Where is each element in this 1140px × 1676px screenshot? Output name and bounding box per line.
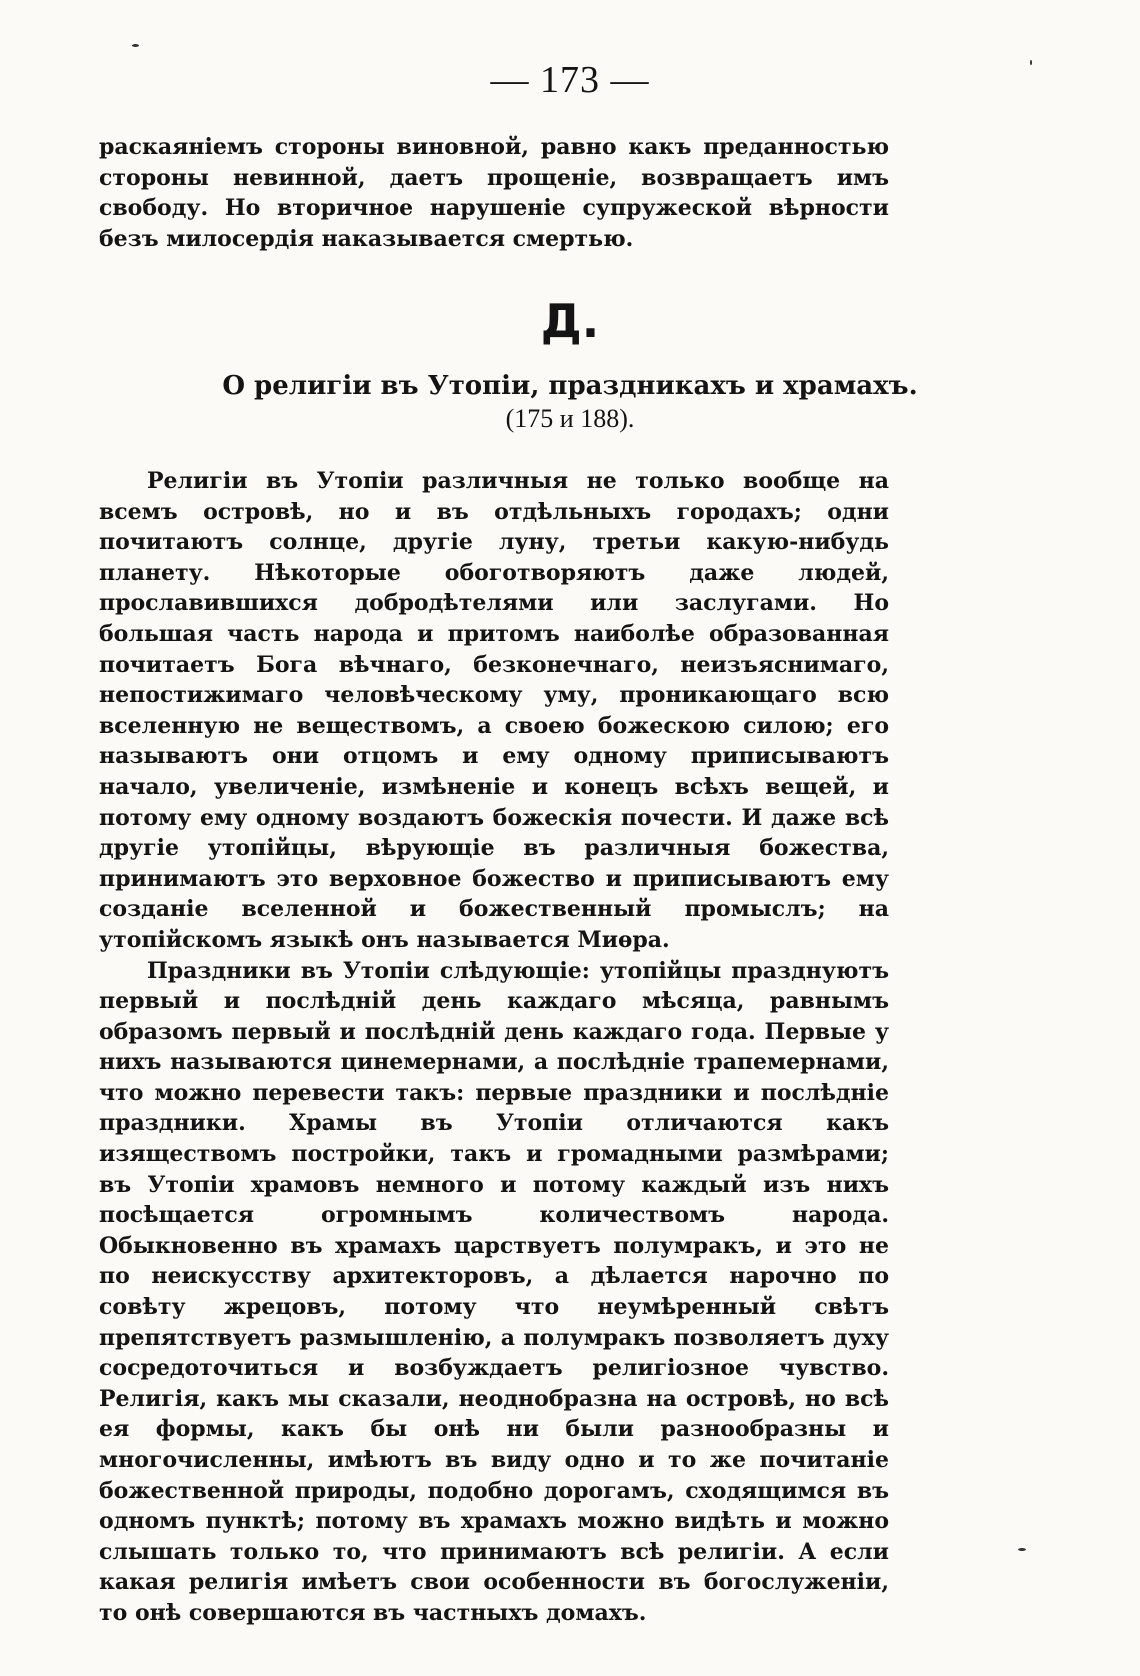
continuation-paragraph — [99, 132, 889, 254]
continuation-text: раскаяніемъ стороны виновной, равно какъ преданностью стороны невинной, даетъ прощеніе, возвращаетъ имъ свободу. Но вторичное нарушеніе супружеской вѣрности безъ милосердія наказывается смертью. — [99, 134, 889, 252]
paragraph-religions: Религіи въ Утопіи различныя не только вообще на всемъ островѣ, но и въ отдѣльныхъ городахъ; одни почитаютъ солнце, другіе луну, третьи какую-нибудь планету. Нѣкоторые обоготворяютъ даже людей, прославившихся добродѣтелями или заслугами. Но большая часть народа и притомъ наиболѣе образованная почитаетъ Бога вѣчнаго, безконечнаго, неизъяснимаго, непостижимаго человѣческому уму, проникающаго всю вселенную не веществомъ, а своею божескою силою; его называютъ они отцомъ и ему одному приписываютъ начало, увеличеніе, измѣненіе и конецъ всѣхъ вещей, и потому ему одному воздаютъ божескія почести. И даже всѣ другіе утопійцы, вѣрующіе въ различныя божества, принимаютъ это верховное божество и приписываютъ ему созданіе вселенной и божественный промыслъ; на утопійскомъ языкѣ онъ называется Миѳра. — [99, 468, 889, 953]
section-title: О религіи въ Утопіи, праздникахъ и храмахъ. — [222, 371, 918, 401]
section-letter: Д. — [540, 294, 600, 348]
main-text — [99, 466, 889, 1629]
scan-speck-bottom-right — [1018, 1548, 1026, 1551]
section-reference: (175 и 188). — [505, 404, 635, 433]
paragraph-holidays-temples: Праздники въ Утопіи слѣдующіе: утопійцы празднуютъ первый и послѣдній день каждаго мѣсяца, равнымъ образомъ первый и послѣдній день каждаго года. Первые у нихъ называются цинемернами, а послѣдніе трапемернами, что можно перевести такъ: первые праздники и послѣдніе праздники. Храмы въ Утопіи отличаются какъ изяществомъ постройки, такъ и громадными размѣрами; въ Утопіи храмовъ немного и потому каждый изъ нихъ посѣщается огромнымъ количествомъ народа. Обыкновенно въ храмахъ царствуетъ полумракъ, и это не по неискусству архитекторовъ, а дѣлается нарочно по совѣту жрецовъ, потому что неумѣренный свѣтъ препятствуетъ размышленію, а полумракъ позволяетъ духу сосредоточиться и возбуждаетъ религіозное чувство. Религія, какъ мы сказали, неоднобразна на островѣ, но всѣ ея формы, какъ бы онѣ ни были разнообразны и многочисленны, имѣютъ въ виду одно и то же почитаніе божественной природы, подобно дорогамъ, сходящимся въ одномъ пунктѣ; потому въ храмахъ можно видѣть и можно слышать только то, что принимаютъ всѣ религіи. А если какая религія имѣетъ свои особенности въ богослуженіи, то онѣ совершаются въ частныхъ домахъ. — [99, 957, 889, 1626]
page-number: — 173 — — [490, 59, 650, 101]
scan-speck-top-right — [1030, 60, 1032, 65]
scan-speck-top-left — [132, 44, 139, 47]
